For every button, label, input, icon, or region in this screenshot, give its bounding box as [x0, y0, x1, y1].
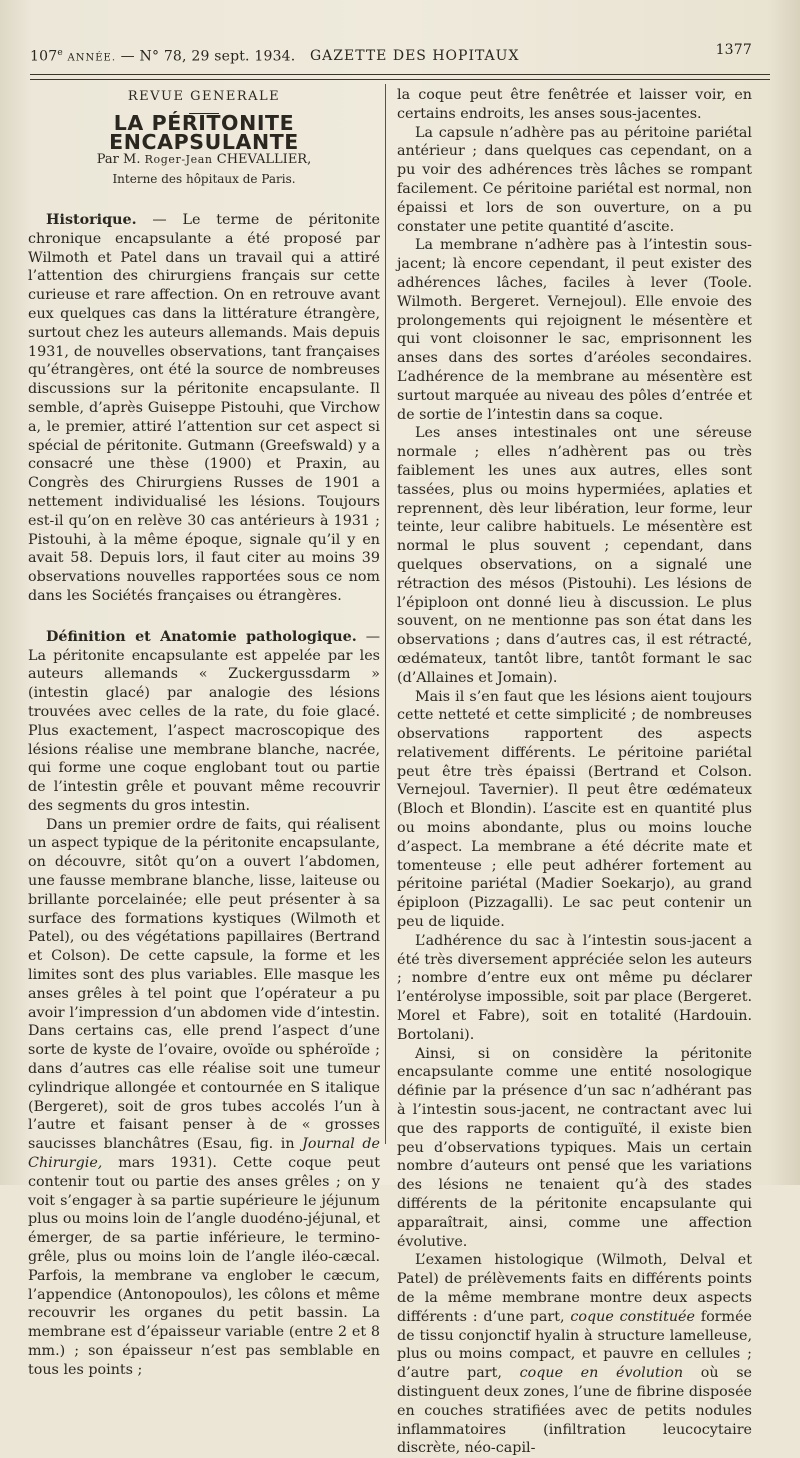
- paragraph-adherence: L’adhérence du sac à l’intestin sous-jacent a été très diversement appréciée selon les auteurs ; nombre d’entre eux ont même pu déclarer l’entérolyse impossible, soit par place (Bergeret. Morel et Fabre), soit en totalité (Hardouin. Bortolani).: [397, 932, 752, 1043]
- left-column: [28, 88, 380, 1380]
- paragraph-anses: Les anses intestinales ont une séreuse normale ; elles n’adhèrent pas ou très faiblement les unes aux autres, elles sont tassées, plus ou moins hypermiées, aplaties et reprennent, dès leur libération, leur forme, leur teinte, leur calibre habituels. Le mésentère est normal le plus souvent ; cependant, dans quelques observations, on a signalé une rétraction des mésos (Pistouhi). Les lésions de l’épiploon ont donné lieu à discussion. Le plus souvent, on ne mentionne pas son état dans les observations ; dans d’autres cas, il est rétracté, œdémateux, tantôt libre, tantôt formant le sac (d’Allaines et Jomain).: [397, 425, 752, 686]
- header-volume-issue: 107e ANNÉE. — N° 78, 29 sept. 1934.: [30, 48, 296, 65]
- heading-definition: Définition et Anatomie pathologique.: [46, 628, 357, 645]
- header-rule-thick: [30, 79, 770, 80]
- running-header: [30, 40, 752, 70]
- paragraph-definition: Définition et Anatomie pathologique. — La péritonite encapsulante est appelée par les auteurs allemands « Zuckergussdarm » (intestin glacé) par analogie des lésions trouvées avec celles de la rate, du foie glacé. Plus exactement, l’aspect macroscopique des lésions réalise une membrane blanche, nacrée, qui forme une coque englobant tout ou partie de l’intestin grêle et pouvant même recouvrir des segments du gros intestin.: [28, 628, 381, 814]
- paragraph-lesions: Mais il s’en faut que les lésions aient toujours cette netteté et cette simplicité ; de nombreuses observations rapportent des aspects relativement différents. Le péritoine pariétal peut être très épaissi (Bertrand et Colson. Vernejoul. Tavernier). Il peut être œdémateux (Bloch et Blondin). L’ascite est en quantité plus ou moins abondante, plus ou moins louche d’aspect. La membrane a été décrite mate et tomenteuse ; elle peut adhérer fortement au péritoine pariétal (Madier Soekarjo), au grand épiploon (Pizzagalli). Le sac peut contenir un peu de liquide.: [397, 688, 752, 931]
- section-rubric: REVUE GENERALE: [127, 89, 281, 104]
- author-line: Par M. Roger-Jean CHEVALLIER,: [96, 152, 312, 168]
- paragraph-histologique: L’examen histologique (Wilmoth, Delval et Patel) de prélèvements faits en différents points de la même membrane montre deux aspects différents : d’une part, coque constituée formée de tissu conjonctif hyalin à structure lamelleuse, plus ou moins compact, et pauvre en cellules ; d’autre part, coque en évolution où se distinguent deux zones, l’une de fibrine disposée en couches stratifiées avec de petits nodules inflammatoires (infiltration leucocytaire discrète, néo-capil-: [397, 1252, 753, 1457]
- article-title: LA PÉRITONITE ENCAPSULANTE: [109, 110, 299, 154]
- page-number: 1377: [715, 42, 752, 58]
- author-affiliation: Interne des hôpitaux de Paris.: [112, 172, 296, 187]
- paragraph-ainsi: Ainsi, si on considère la péritonite encapsulante comme une entité nosologique définie par la présence d’un sac n’adhérant pas à l’intestin sous-jacent, ne contractant avec lui que des rapports de contiguïté, il existe bien peu d’observations typiques. Mais un certain nombre d’auteurs ont pensé que les variations des lésions ne tenaient qu’à des stades différents de la péritonite encapsulante qui apparaîtrait, ainsi, comme une affection évolutive.: [397, 1045, 752, 1250]
- paragraph-historique: Historique. — Le terme de péritonite chronique encapsulante a été proposé par Wilmoth et Patel dans un travail qui a attiré l’attention des chirurgiens français sur cette curieuse et rare affection. On en retrouve avant eux quelques cas dans la littérature étrangère, surtout chez les auteurs allemands. Mais depuis 1931, de nouvelles observations, tant françaises qu’étrangères, ont été la source de nombreuses discussions sur la péritonite encapsulante. Il semble, d’après Guiseppe Pistouhi, que Virchow a, le premier, attiré l’attention sur cet aspect si spécial de péritonite. Gutmann (Greefswald) y a consacré une thèse (1900) et Praxin, au Congrès des Chirurgiens Russes de 1901 a nettement individualisé les lésions. Toujours est-il qu’on en relève 30 cas antérieurs à 1931 ; Pistouhi, à la même époque, signale qu’il y en avait 58. Depuis lors, il faut citer au moins 39 observations nouvelles rapportées sous ce nom dans les Sociétés françaises ou étrangères.: [28, 211, 380, 604]
- right-column: [397, 86, 752, 1458]
- paragraph-continuation: la coque peut être fenêtrée et laisser voir, en certains endroits, les anses sous-jacentes.: [397, 87, 752, 122]
- column-divider: [385, 84, 386, 1144]
- paragraph-premier-ordre: Dans un premier ordre de faits, qui réalisent un aspect typique de la péritonite encapsulante, on découvre, sitôt qu’on a ouvert l’abdomen, une fausse membrane blanche, lisse, laiteuse ou brillante porcelainée; elle peut présenter à sa surface des formations kystiques (Wilmoth et Patel), ou des végétations papillaires (Bertrand et Colson). De cette capsule, la forme et les limites sont des plus variables. Elle masque les anses grêles à tel point que l’opérateur a pu avoir l’impression d’un abdomen vide d’intestin. Dans certains cas, elle prend l’aspect d’une sorte de kyste de l’ovaire, ovoïde ou sphéroïde ; dans d’autres cas elle réalise soit une tumeur cylindrique allongée et contournée en S italique (Bergeret), soit de gros tubes accolés l’un à l’autre et faisant penser à de « grosses saucisses blanchâtres (Esau, fig. in Journal de Chirurgie, mars 1931). Cette coque peut contenir tout ou partie des anses grêles ; on y voit s’engager à sa partie supérieure le jéjunum plus ou moins loin de l’angle duodéno-jéjunal, et émerger, de sa partie inférieure, le termino-grêle, plus ou moins loin de l’angle iléo-cæcal. Parfois, la membrane va englober le cæcum, l’appendice (Antonopoulos), les côlons et même recouvrir les organes du petit bassin. La membrane est d’épaisseur variable (entre 2 et 8 mm.) ; son épaisseur n’est pas semblable en tous les points ;: [28, 816, 380, 1378]
- header-rule-thin: [30, 74, 770, 75]
- paragraph-membrane: La membrane n’adhère pas à l’intestin sous-jacent; là encore cependant, il peut exister des adhérences lâches, faciles à lever (Toole. Wilmoth. Bergeret. Vernejoul). Elle envoie des prolongements qui rejoignent le mésentère et qui vont cloisonner le sac, emprisonnent les anses dans des sortes d’aréoles secondaires. L’adhérence de la membrane au mésentère est surtout marquée au niveau des pôles d’entrée et de sortie de l’intestin dans sa coque.: [397, 237, 752, 423]
- heading-historique: Historique.: [46, 211, 137, 228]
- header-journal-title: GAZETTE DES HOPITAUX: [310, 48, 520, 64]
- paragraph-capsule: La capsule n’adhère pas au péritoine pariétal antérieur ; dans quelques cas cependant, on a pu voir des adhérences très lâches se rompant facilement. Ce péritoine pariétal est normal, non épaissi et lors de son ouverture, on a pu constater une petite quantité d’ascite.: [397, 124, 752, 235]
